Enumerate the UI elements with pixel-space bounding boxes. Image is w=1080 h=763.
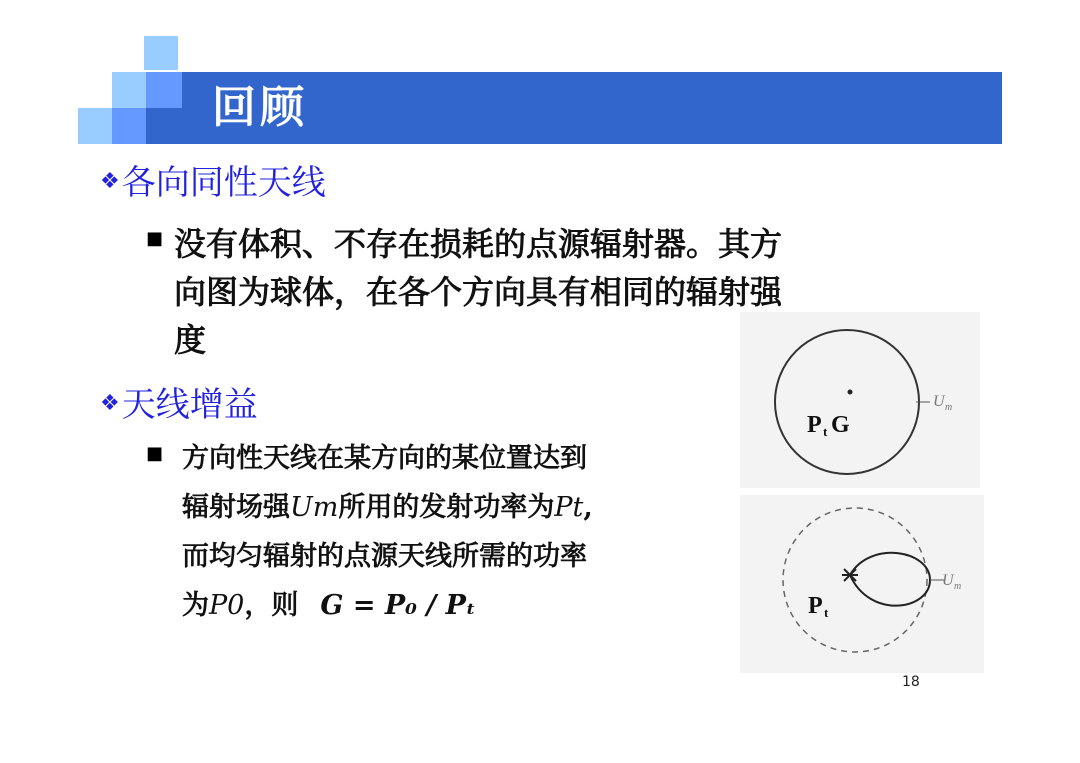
deco-square — [146, 108, 182, 144]
directional-pattern-diagram — [740, 495, 984, 673]
section-heading-gain: ❖天线增益 — [100, 385, 258, 425]
isotropic-pattern-diagram — [740, 312, 980, 488]
svg-text:m: m — [954, 581, 962, 592]
deco-square — [112, 108, 146, 144]
square-bullet-icon: ■ — [146, 443, 164, 464]
diamond-bullet-icon: ❖ — [100, 391, 120, 416]
bullet-text-isotropic: 没有体积、不存在损耗的点源辐射器。其方 向图为球体，在各个方向具有相同的辐射强 度 — [174, 225, 783, 359]
svg-text:P: P — [807, 412, 822, 438]
deco-square — [144, 36, 178, 70]
gain-formula: G = P₀ / Pₜ — [320, 590, 476, 621]
svg-text:m: m — [945, 402, 953, 413]
svg-text:U: U — [933, 393, 945, 410]
svg-text:G: G — [831, 412, 850, 438]
directional-pattern-figure — [740, 495, 984, 673]
deco-square — [112, 72, 146, 108]
bullet-text-gain: 方向性天线在某方向的某位置达到 辐射场强Um所用的发射功率为Pt, 而均匀辐射的点源天线所需的功率 为P0，则 G = P₀ / Pₜ — [182, 443, 593, 621]
svg-text:U: U — [942, 572, 954, 589]
page-number: 18 — [902, 674, 920, 690]
isotropic-pattern-figure — [740, 312, 980, 488]
svg-text:P: P — [808, 593, 823, 619]
svg-text:t: t — [824, 605, 829, 620]
slide-title: 回顾 — [212, 82, 308, 133]
diamond-bullet-icon: ❖ — [100, 169, 120, 194]
deco-square — [146, 72, 182, 108]
section-heading-isotropic: ❖各向同性天线 — [100, 163, 326, 203]
square-bullet-icon: ■ — [146, 228, 164, 249]
svg-text:t: t — [823, 424, 828, 439]
deco-square — [78, 108, 112, 144]
